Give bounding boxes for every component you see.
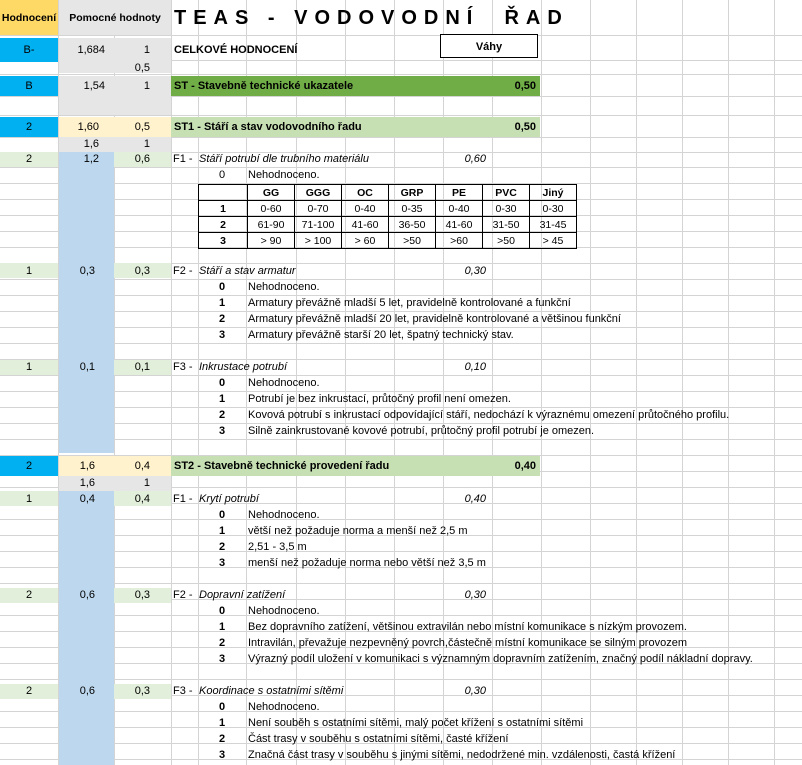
st2-f2-num-2: 2 — [218, 637, 226, 649]
table-cell: 41-60 — [436, 217, 483, 233]
table-corner — [199, 185, 248, 201]
st1-f3-text-2: Kovová potrubí s inkrustací odpovídající stáří, nedochází k výraznému omezení průtočného profilu. — [248, 409, 730, 421]
table-cell: > 100 — [295, 233, 342, 249]
material-jiny: Jiný — [530, 185, 577, 201]
st2-f3-text-2: Část trasy v souběhu s ostatními sítěmi, časté křížení — [248, 733, 509, 745]
st2-f1-code: F1 - — [173, 493, 193, 505]
st1-f2-text-3: Armatury převážně starší 20 let, špatný technický stav. — [248, 329, 514, 341]
st2-f1-text-2: 2,51 - 3,5 m — [248, 541, 307, 553]
st1-f3-code: F3 - — [173, 361, 193, 373]
table-cell: 36-50 — [389, 217, 436, 233]
table-cell: 0-40 — [436, 201, 483, 217]
header-pomocne-hodnoty: Pomocné hodnoty — [69, 12, 161, 24]
summary-value-b2: 0,5 — [134, 62, 150, 74]
st2-f1-value-a: 0,4 — [79, 493, 95, 505]
table-row — [199, 233, 577, 249]
st2-f3-code: F3 - — [173, 685, 193, 697]
st2-f3-num-3: 3 — [218, 749, 226, 761]
st1-f2-text-0: Nehodnoceno. — [248, 281, 320, 293]
table-cell: 0-30 — [483, 201, 530, 217]
table-cell: >60 — [436, 233, 483, 249]
st-grade: B — [25, 80, 33, 92]
st2-f1-label: Krytí potrubí — [199, 493, 259, 505]
st1-f3-text-1: Potrubí je bez inkrustací, průtočný profil není omezen. — [248, 393, 511, 405]
st2-f1-text-0: Nehodnoceno. — [248, 509, 320, 521]
summary-value-a: 1,684 — [77, 44, 105, 56]
st2-f1-num-0: 0 — [218, 509, 226, 521]
st1-f3-num-1: 1 — [218, 393, 226, 405]
st2-f3-label: Koordinace s ostatními sítěmi — [199, 685, 344, 697]
summary-label: CELKOVÉ HODNOCENÍ — [174, 44, 298, 56]
material-ggg: GGG — [295, 185, 342, 201]
st2-f2-text-1: Bez dopravního zatížení, většinou extravilán nebo místní komunikace s nízkým provozem. — [248, 621, 687, 633]
vahy-box[interactable]: Váhy — [440, 34, 538, 58]
table-row — [199, 201, 577, 217]
st1-f2-num-3: 3 — [218, 329, 226, 341]
table-cell: >50 — [483, 233, 530, 249]
st2-value-a: 1,6 — [79, 460, 95, 472]
st1-value-b2: 1 — [143, 138, 150, 150]
st2-factor-aux-column — [59, 491, 114, 765]
st2-f1-text-3: menší než požaduje norma nebo větší než 3,5 m — [248, 557, 486, 569]
st1-f1-grade: 2 — [25, 153, 33, 165]
st2-f3-num-1: 1 — [218, 717, 226, 729]
st2-grade: 2 — [25, 460, 33, 472]
table-row — [199, 217, 577, 233]
page-title: TEAS - VODOVODNÍ ŘAD — [174, 7, 569, 29]
st1-f1-code: F1 - — [173, 153, 193, 165]
st2-value-a2: 1,6 — [79, 477, 95, 489]
st1-f3-weight: 0,10 — [464, 361, 486, 373]
st2-value-b2: 1 — [143, 477, 150, 489]
st-weight: 0,50 — [514, 80, 536, 92]
table-cell: 0-40 — [342, 201, 389, 217]
st1-weight: 0,50 — [514, 121, 536, 133]
row-number: 2 — [199, 217, 248, 233]
st1-f1-value-b: 0,6 — [134, 153, 150, 165]
st-label: ST - Stavebně technické ukazatele — [174, 80, 354, 92]
table-cell: 0-60 — [248, 201, 295, 217]
st-value-a: 1,54 — [83, 80, 105, 92]
summary-value-b: 1 — [143, 44, 150, 56]
st1-f2-weight: 0,30 — [464, 265, 486, 277]
st1-f3-num-2: 2 — [218, 409, 226, 421]
material-gg: GG — [248, 185, 295, 201]
st2-f1-grade: 1 — [25, 493, 33, 505]
st2-f2-text-3: Výrazný podíl uložení v komunikaci s významným dopravním zatížením, značný podíl nákladní dopravy. — [248, 653, 753, 665]
st2-f3-weight: 0,30 — [464, 685, 486, 697]
st1-f3-text-3: Silně zainkrustované kovové potrubí, průtočný profil potrubí je omezen. — [248, 425, 595, 437]
material-header-row — [199, 185, 577, 201]
st2-weight: 0,40 — [514, 460, 536, 472]
st2-f1-weight: 0,40 — [464, 493, 486, 505]
st2-f2-num-3: 3 — [218, 653, 226, 665]
st2-f2-num-1: 1 — [218, 621, 226, 633]
st2-f1-num-2: 2 — [218, 541, 226, 553]
table-cell: 0-70 — [295, 201, 342, 217]
st1-factor-aux-column — [59, 152, 114, 453]
st2-f1-value-b: 0,4 — [134, 493, 150, 505]
st1-f2-grade: 1 — [25, 265, 33, 277]
table-cell: >50 — [389, 233, 436, 249]
st1-f2-value-b: 0,3 — [134, 265, 150, 277]
st1-value-a: 1,60 — [77, 121, 99, 133]
st1-f1-label: Stáří potrubí dle trubního materiálu — [199, 153, 369, 165]
st2-f3-text-1: Není souběh s ostatními sítěmi, malý počet křížení s ostatními sítěmi — [248, 717, 584, 729]
st1-f2-text-2: Armatury převážně mladší 20 let, pravidelně kontrolované a většinou funkční — [248, 313, 621, 325]
row-number: 1 — [199, 201, 248, 217]
st-value-b: 1 — [143, 80, 150, 92]
st2-f2-text-2: Intravilán, převažuje nezpevněný povrch,částečně místní komunikace se silným provozem — [248, 637, 687, 649]
st2-label: ST2 - Stavebně technické provedení řadu — [174, 460, 390, 472]
st1-f2-text-1: Armatury převážně mladší 5 let, pravidelně kontrolované a funkční — [248, 297, 571, 309]
st1-f3-text-0: Nehodnoceno. — [248, 377, 320, 389]
st1-f2-num-0: 0 — [218, 281, 226, 293]
table-cell: > 60 — [342, 233, 389, 249]
table-cell: 61-90 — [248, 217, 295, 233]
st2-f1-num-3: 3 — [218, 557, 226, 569]
table-cell: 0-30 — [530, 201, 577, 217]
table-cell: 31-45 — [530, 217, 577, 233]
row-number: 3 — [199, 233, 248, 249]
st1-f1-zero-num: 0 — [218, 169, 226, 181]
table-cell: 31-50 — [483, 217, 530, 233]
header-hodnoceni: Hodnocení — [1, 12, 57, 24]
st2-f2-value-b: 0,3 — [134, 589, 150, 601]
st2-f2-grade: 2 — [25, 589, 33, 601]
st1-value-b: 0,5 — [134, 121, 150, 133]
st2-f2-text-0: Nehodnoceno. — [248, 605, 320, 617]
st1-f2-num-1: 1 — [218, 297, 226, 309]
st2-f3-num-0: 0 — [218, 701, 226, 713]
st1-label: ST1 - Stáří a stav vodovodního řadu — [174, 121, 362, 133]
st1-f2-label: Stáří a stav armatur — [199, 265, 296, 277]
material-pvc: PVC — [483, 185, 530, 201]
st1-value-a2: 1,6 — [83, 138, 99, 150]
st2-f3-value-a: 0,6 — [79, 685, 95, 697]
table-cell: 41-60 — [342, 217, 389, 233]
st1-f3-num-0: 0 — [218, 377, 226, 389]
st1-f1-zero-text: Nehodnoceno. — [248, 169, 320, 181]
st2-f2-weight: 0,30 — [464, 589, 486, 601]
st2-f2-num-0: 0 — [218, 605, 226, 617]
material-pe: PE — [436, 185, 483, 201]
summary-grade: B- — [23, 44, 35, 56]
st2-f1-num-1: 1 — [218, 525, 226, 537]
st1-f3-label: Inkrustace potrubí — [199, 361, 288, 373]
st1-f3-grade: 1 — [25, 361, 33, 373]
st2-f2-code: F2 - — [173, 589, 193, 601]
st1-f3-value-a: 0,1 — [79, 361, 95, 373]
age-material-table — [198, 184, 577, 249]
st2-f3-grade: 2 — [25, 685, 33, 697]
st1-f2-num-2: 2 — [218, 313, 226, 325]
st1-f1-value-a: 1,2 — [83, 153, 99, 165]
st2-f3-text-0: Nehodnoceno. — [248, 701, 320, 713]
st1-f3-value-b: 0,1 — [134, 361, 150, 373]
st2-f1-text-1: větší než požaduje norma a menší než 2,5 m — [248, 525, 468, 537]
st1-grade: 2 — [25, 121, 33, 133]
st2-value-b: 0,4 — [134, 460, 150, 472]
st1-f1-weight: 0,60 — [464, 153, 486, 165]
st2-f3-num-2: 2 — [218, 733, 226, 745]
st1-f2-value-a: 0,3 — [79, 265, 95, 277]
st2-f2-value-a: 0,6 — [79, 589, 95, 601]
st2-f3-value-b: 0,3 — [134, 685, 150, 697]
st1-f2-code: F2 - — [173, 265, 193, 277]
table-cell: > 90 — [248, 233, 295, 249]
st2-f2-label: Dopravní zatížení — [199, 589, 286, 601]
table-cell: > 45 — [530, 233, 577, 249]
table-cell: 0-35 — [389, 201, 436, 217]
material-oc: OC — [342, 185, 389, 201]
table-cell: 71-100 — [295, 217, 342, 233]
material-grp: GRP — [389, 185, 436, 201]
st2-f3-text-3: Značná část trasy v souběhu s jinými sítěmi, nedodržené min. vzdálenosti, častá křížení — [248, 749, 676, 761]
st1-f3-num-3: 3 — [218, 425, 226, 437]
